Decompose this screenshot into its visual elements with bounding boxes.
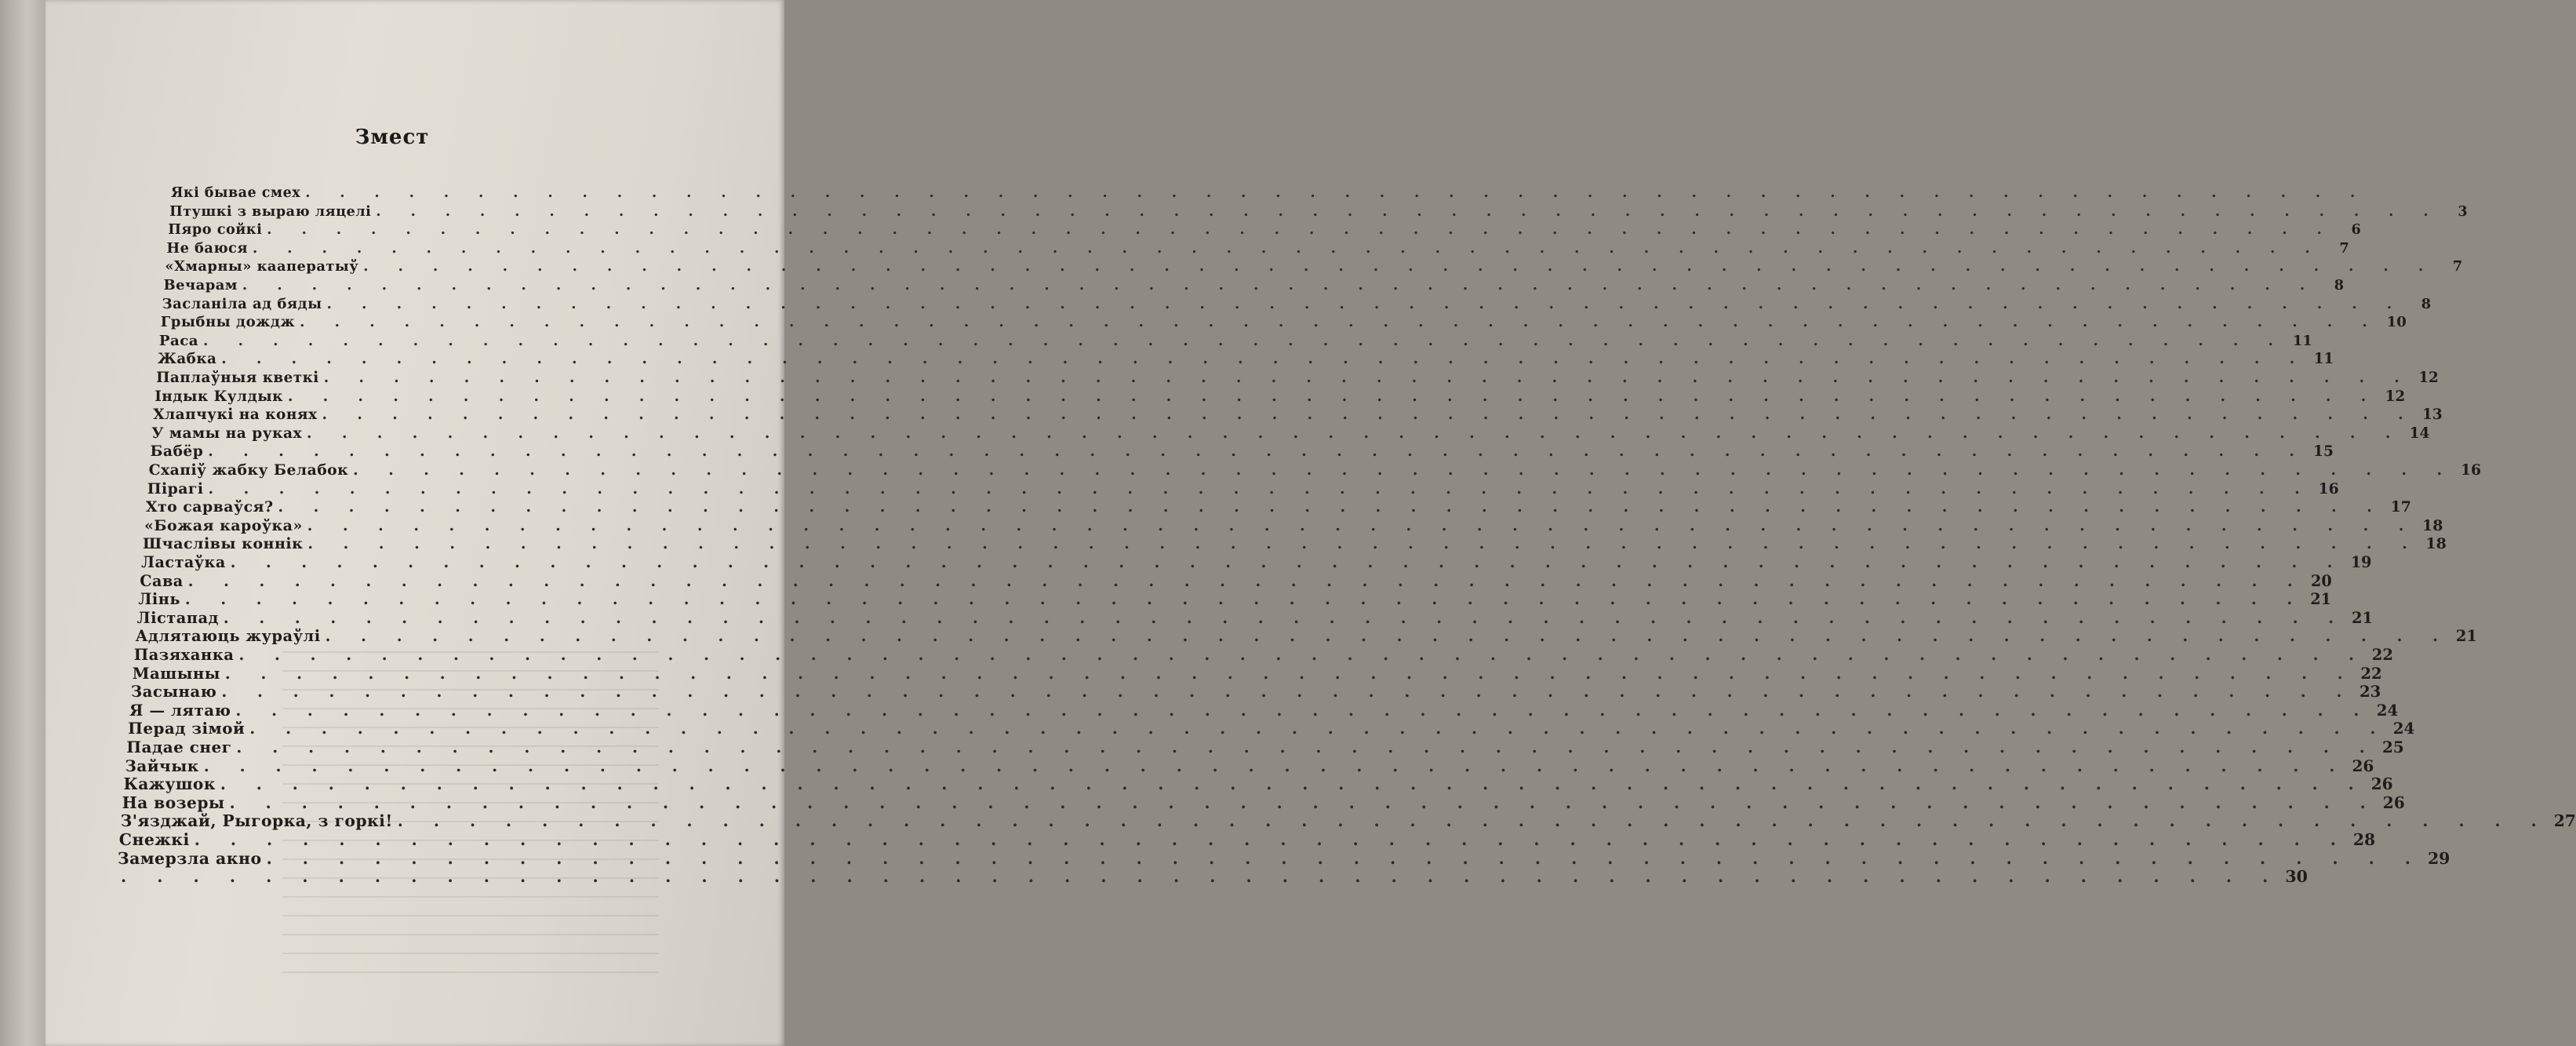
toc-entry [138, 588, 2332, 609]
toc-entry [147, 477, 2339, 497]
toc-leader-dots: . . . . . . . . . . . . . . . . . . . . . . . . . . . . . . . . . . . . . . . . . . . . . . . . . . . . . . . . . . . . [305, 185, 2368, 201]
toc-entry [148, 458, 2482, 479]
toc-entry-title: Засынаю [130, 683, 217, 702]
toc-entry-title: На возеры [122, 793, 225, 812]
toc-page-number: 8 [2421, 295, 2432, 312]
toc-entry [135, 625, 2477, 646]
toc-page-number: 24 [2392, 719, 2415, 738]
toc-entry-title: Бабёр [150, 443, 204, 461]
toc-leader-dots: . . . . . . . . . . . . . . . . . . . . . . . . . . . . . . . . . . . . . . . . . . . . . . . . . . . . . . . . . . . . [307, 535, 2420, 553]
toc-page-number: 10 [2386, 314, 2407, 331]
toc-leader-dots: . . . . . . . . . . . . . . . . . . . . . . . . . . . . . . . . . . . . . . . . . . . . . . . . . . . . . . . . . . . . [221, 351, 2308, 368]
toc-entry [171, 180, 2368, 201]
toc-leader-dots: . . . . . . . . . . . . . . . . . . . . . . . . . . . . . . . . . . . . . . . . . . . . . . . . . . . . . . . . . . . . [322, 406, 2416, 424]
toc-entry [136, 607, 2373, 627]
toc-page-number: 15 [2312, 443, 2334, 461]
toc-leader-dots: . . . . . . . . . . . . . . . . . . . . . . . . . . . . . . . . . . . . . . . . . . . . . . . . . . . . . . . . . . . . [307, 516, 2417, 534]
toc-leader-dots: . . . . . . . . . . . . . . . . . . . . . . . . . . . . . . . . . . . . . . . . . . . . . . . . . . . . . . . . . . . . [121, 867, 2281, 887]
toc-leader-dots: . . . . . . . . . . . . . . . . . . . . . . . . . . . . . . . . . . . . . . . . . . . . . . . . . . . . . . . . . . . . [287, 388, 2379, 405]
toc-entry-title: Пірагі [147, 479, 204, 497]
toc-entry-title: Птушкі з выраю ляцелі [169, 202, 372, 220]
toc-page-number: 16 [2461, 461, 2482, 479]
toc-entry [166, 236, 2349, 257]
toc-page-number: 26 [2352, 756, 2374, 775]
toc-entry-title: Пазяханка [133, 646, 235, 664]
toc-page-number: 17 [2390, 498, 2411, 516]
toc-entry-title: Снежкі [118, 830, 190, 849]
toc-entry-title: Я — лятаю [129, 700, 231, 720]
toc-page-number: 11 [2292, 332, 2312, 349]
toc-entry [125, 755, 2374, 775]
toc-entry [120, 810, 2576, 831]
toc-entry [128, 717, 2415, 738]
toc-entry-title: Які бывае смех [171, 185, 301, 201]
toc-entry [140, 570, 2332, 590]
toc-page-number: 24 [2376, 700, 2399, 720]
toc-entry-title: Пяро сойкі [168, 221, 263, 239]
toc-entry-title: У мамы на руках [151, 425, 303, 442]
toc-leader-dots: . . . . . . . . . . . . . . . . . . . . . . . . . . . . . . . . . . . . . . . . . . . . . . . . . . . . . . . . . . . . [323, 370, 2412, 386]
toc-leader-dots: . . . . . . . . . . . . . . . . . . . . . . . . . . . . . . . . . . . . . . . . . . . . . . . . . . . . . . . . . . . . [208, 479, 2312, 497]
toc-leader-dots: . . . . . . . . . . . . . . . . . . . . . . . . . . . . . . . . . . . . . . . . . . . . . . . . . . . . . . . . . . . . [238, 646, 2367, 664]
toc-entry [156, 366, 2439, 386]
toc-leader-dots: . . . . . . . . . . . . . . . . . . . . . . . . . . . . . . . . . . . . . . . . . . . . . . . . . . . . . . . . . . . . [266, 848, 2423, 868]
toc-entry [126, 736, 2404, 756]
toc-leader-dots: . . . . . . . . . . . . . . . . . . . . . . . . . . . . . . . . . . . . . . . . . . . . . . . . . . . . . . . . . . . . [221, 683, 2355, 702]
toc-page-number: 14 [2409, 425, 2430, 442]
toc-leader-dots: . . . . . . . . . . . . . . . . . . . . . . . . . . . . . . . . . . . . . . . . . . . . . . . . . . . . . . . . . . . . [325, 627, 2450, 646]
toc-entry [163, 273, 2345, 293]
toc-entry [144, 514, 2443, 534]
toc-page-number: 6 [2351, 221, 2361, 239]
toc-leader-dots: . . . . . . . . . . . . . . . . . . . . . . . . . . . . . . . . . . . . . . . . . . . . . . . . . . . . . . . . . . . . [203, 756, 2348, 775]
toc-entry [151, 421, 2430, 442]
toc-entry [165, 254, 2463, 275]
toc-entry [168, 217, 2361, 239]
toc-entry-title: Схапіў жабку Белабок [148, 461, 349, 479]
toc-leader-dots: . . . . . . . . . . . . . . . . . . . . . . . . . . . . . . . . . . . . . . . . . . . . . . . . . . . . . . . . . . . . [235, 700, 2372, 720]
toc-page-number: 27 [2553, 811, 2576, 831]
toc-page-number: 22 [2360, 664, 2382, 683]
toc-page-number: 13 [2421, 406, 2443, 424]
toc-page-number: 16 [2318, 479, 2339, 497]
toc-leader-dots: . . . . . . . . . . . . . . . . . . . . . . . . . . . . . . . . . . . . . . . . . . . . . . . . . . . . . . . . . . . . [307, 425, 2403, 442]
toc-page-number: 21 [2310, 590, 2332, 609]
toc-entry [158, 329, 2312, 349]
toc-entry-title: Зайчык [125, 756, 199, 775]
toc-entry-title: Кажушок [123, 774, 216, 794]
toc-entry-title: Вечарам [163, 277, 238, 293]
toc-leader-dots: . . . . . . . . . . . . . . . . . . . . . . . . . . . . . . . . . . . . . . . . . . . . . . . . . . . . . . . . . . . . [184, 590, 2305, 609]
toc-leader-dots: . . . . . . . . . . . . . . . . . . . . . . . . . . . . . . . . . . . . . . . . . . . . . . . . . . . . . . . . . . . . [208, 443, 2307, 461]
toc-entry-title: Не баюся [166, 239, 248, 257]
toc-page-number: 11 [2313, 351, 2334, 368]
toc-page-number: 29 [2427, 848, 2450, 868]
toc-entry [157, 347, 2334, 368]
toc-page-number: 8 [2334, 277, 2345, 293]
toc-page-number: 22 [2371, 646, 2393, 664]
page-title: Змест [355, 126, 430, 149]
toc-leader-dots: . . . . . . . . . . . . . . . . . . . . . . . . . . . . . . . . . . . . . . . . . . . . . . . . . . . . . . . . . . . . [220, 774, 2367, 794]
toc-leader-dots: . . . . . . . . . . . . . . . . . . . . . . . . . . . . . . . . . . . . . . . . . . . . . . . . . . . . . . . . . . . . [252, 239, 2323, 257]
toc-page-number: 21 [2455, 627, 2477, 646]
toc-entry [117, 847, 2450, 868]
toc-entry [130, 680, 2381, 702]
toc-page-number: 30 [2285, 867, 2308, 887]
toc-entry-title: Шчаслівы коннік [143, 535, 304, 553]
toc-entry-title: «Хмарны» кааператыў [165, 258, 359, 275]
toc-leader-dots: . . . . . . . . . . . . . . . . . . . . . . . . . . . . . . . . . . . . . . . . . . . . . . . . . . . . . . . . . . . . [223, 608, 2346, 627]
toc-leader-dots: . . . . . . . . . . . . . . . . . . . . . . . . . . . . . . . . . . . . . . . . . . . . . . . . . . . . . . . . . . . . [353, 461, 2455, 479]
toc-entry-title: Хлапчукі на конях [153, 406, 318, 424]
toc-entry [123, 773, 2393, 794]
toc-leader-dots: . . . . . . . . . . . . . . . . . . . . . . . . . . . . . . . . . . . . . . . . . . . . . . . . . . . . . . . . . . . . [236, 738, 2378, 756]
toc-entry [153, 403, 2443, 424]
toc-page-number: 20 [2310, 571, 2332, 590]
toc-entry-title: Засланіла ад бяды [162, 295, 322, 312]
toc-entry-title: Раса [158, 332, 199, 349]
toc-page-number: 12 [2385, 388, 2406, 405]
toc-entry-title: Замерзла акно [117, 848, 262, 868]
toc-entry-title: Сава [140, 571, 184, 590]
toc-page-number: 25 [2381, 738, 2404, 756]
toc-page-number: 12 [2418, 370, 2439, 386]
toc-entry-title: Паплаўныя кветкі [156, 370, 319, 386]
toc-page-number: 26 [2382, 793, 2405, 812]
toc-entry [169, 199, 2468, 220]
toc-page-number: 28 [2352, 830, 2376, 849]
toc-entry [162, 292, 2432, 312]
toc-leader-dots: . . . . . . . . . . . . . . . . . . . . . . . . . . . . . . . . . . . . . . . . . . . . . . . . . . . . . . . . . . . . [187, 571, 2305, 590]
toc-page-number: 18 [2425, 535, 2447, 553]
toc-entry-title: Лістапад [136, 608, 219, 627]
toc-entry-title: Падае снег [126, 738, 232, 756]
toc-entry-title: Хто сарваўся? [145, 498, 274, 516]
toc-entry [160, 310, 2407, 331]
toc-entry-title: Індык Кулдык [155, 388, 283, 405]
toc-entry-title: «Божая кароўка» [144, 516, 303, 534]
toc-page-number: 23 [2359, 683, 2381, 702]
toc-entry-title: Грыбны дождж [160, 314, 296, 331]
toc-entry [143, 532, 2447, 553]
toc-leader-dots: . . . . . . . . . . . . . . . . . . . . . . . . . . . . . . . . . . . . . . . . . . . . . . . . . . . . . . . . . . . . [242, 277, 2318, 293]
toc-entry [122, 792, 2405, 812]
toc-entry-title: Машыны [132, 664, 220, 683]
toc-leader-dots: . . . . . . . . . . . . . . . . . . . . . . . . . . . . . . . . . . . . . . . . . . . . . . . . . . . . . . . . . . . . [326, 295, 2405, 312]
toc-entry-title: Жабка [157, 351, 217, 368]
toc-entry-title: Лінь [138, 590, 180, 609]
toc-page-number: 26 [2370, 774, 2393, 794]
toc-entry [129, 699, 2399, 720]
toc-entry-title: Перад зімой [128, 719, 246, 738]
toc-leader-dots: . . . . . . . . . . . . . . . . . . . . . . . . . . . . . . . . . . . . . . . . . . . . . . . . . . . . . . . . . . . . [224, 664, 2356, 683]
toc-entry [155, 385, 2406, 405]
toc-leader-dots: . . . . . . . . . . . . . . . . . . . . . . . . . . . . . . . . . . . . . . . . . . . . . . . . . . . . . . . . . . . . [194, 830, 2349, 849]
toc-leader-dots: . . . . . . . . . . . . . . . . . . . . . . . . . . . . . . . . . . . . . . . . . . . . . . . . . . . . . . . . . . . . [278, 498, 2385, 516]
toc-leader-dots: . . . . . . . . . . . . . . . . . . . . . . . . . . . . . . . . . . . . . . . . . . . . . . . . . . . . . . . . . . . . [376, 202, 2441, 220]
toc-entry [118, 829, 2376, 849]
toc-entry [133, 643, 2393, 664]
toc-leader-dots: . . . . . . . . . . . . . . . . . . . . . . . . . . . . . . . . . . . . . . . . . . . . . . . . . . . . . . . . . . . . [203, 332, 2286, 349]
toc-leader-dots: . . . . . . . . . . . . . . . . . . . . . . . . . . . . . . . . . . . . . . . . . . . . . . . . . . . . . . . . . . . . [300, 314, 2380, 331]
toc-page-number: 18 [2422, 516, 2443, 534]
toc-entry [145, 495, 2411, 516]
toc-entry-title: Ластаўка [141, 553, 226, 571]
toc-entry [150, 439, 2334, 461]
toc-entry-title: Адлятаюць жураўлі [135, 627, 321, 646]
toc-entry [116, 866, 2308, 887]
toc-page-number: 7 [2452, 258, 2463, 275]
toc-page-number: 7 [2339, 239, 2349, 257]
toc-page-number: 21 [2352, 608, 2373, 627]
toc-entry [132, 662, 2382, 683]
toc-leader-dots: . . . . . . . . . . . . . . . . . . . . . . . . . . . . . . . . . . . . . . . . . . . . . . . . . . . . . . . . . . . . [249, 719, 2389, 738]
toc-leader-dots: . . . . . . . . . . . . . . . . . . . . . . . . . . . . . . . . . . . . . . . . . . . . . . . . . . . . . . . . . . . . [363, 258, 2436, 275]
toc-leader-dots: . . . . . . . . . . . . . . . . . . . . . . . . . . . . . . . . . . . . . . . . . . . . . . . . . . . . . . . . . . . . [229, 793, 2378, 812]
toc-page-number: 19 [2350, 553, 2372, 571]
toc-leader-dots: . . . . . . . . . . . . . . . . . . . . . . . . . . . . . . . . . . . . . . . . . . . . . . . . . . . . . . . . . . . . [397, 811, 2549, 831]
toc-page-number: 3 [2458, 202, 2468, 220]
toc-leader-dots: . . . . . . . . . . . . . . . . . . . . . . . . . . . . . . . . . . . . . . . . . . . . . . . . . . . . . . . . . . . . [230, 553, 2345, 571]
toc-entry-title: З'язджай, Рыгорка, з горкі! [120, 811, 393, 831]
toc-leader-dots: . . . . . . . . . . . . . . . . . . . . . . . . . . . . . . . . . . . . . . . . . . . . . . . . . . . . . . . . . . . . [267, 221, 2334, 239]
toc-entry [141, 551, 2372, 571]
